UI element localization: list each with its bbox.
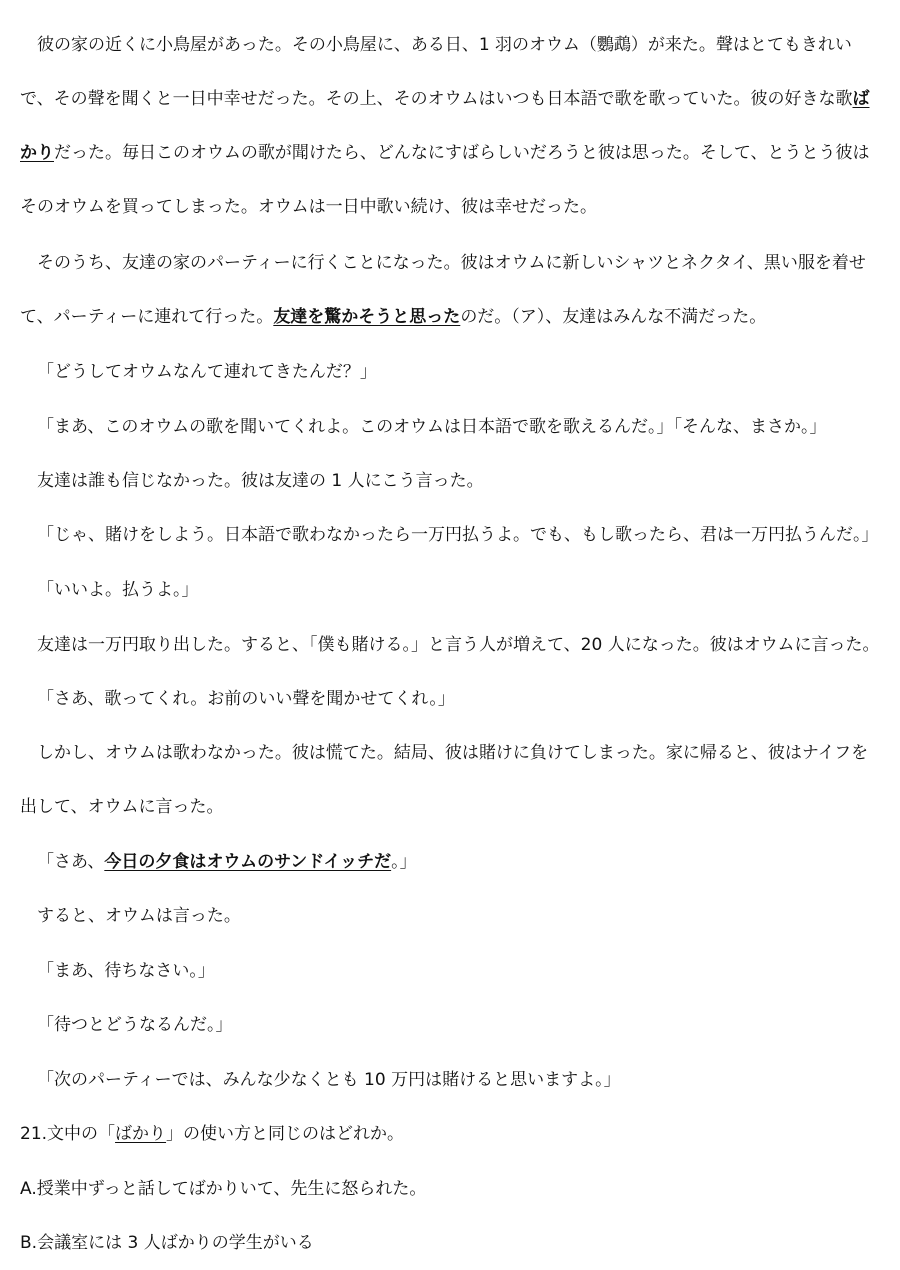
story-paragraph-2 [20, 236, 882, 344]
emphasized-word-bakari: ばかり [20, 89, 870, 163]
text-run: だった。毎日このオウムの歌が聞けたら、どんなにすばらしいだろうと彼は思った。そして、とうとう彼はそのオウムを買ってしまった。オウムは一日中歌い続け、彼は幸せだった。 [20, 143, 870, 217]
dialogue-line-8 [20, 835, 882, 889]
dialogue-line-1: 「どうしてオウムなんて連れてきたんだ？」 [37, 362, 377, 382]
narration-line-3: 友達は誰も信じなかった。彼は友達の 1 人にこう言った。 [37, 471, 484, 491]
dialogue-line-2: 「まあ、このオウムの歌を聞いてくれよ。このオウムは日本語で歌を歌えるんだ。」「そんな、まさか。」 [37, 417, 827, 437]
dialogue-line-4: 「じゃ、賭けをしよう。日本語で歌わなかったら一万円払うよ。でも、もし歌ったら、君は一万円払うんだ。」 [37, 525, 879, 545]
story-paragraph-1 [20, 18, 882, 234]
answer-option-b: B.会議室には 3 人ばかりの学生がいる [20, 1233, 314, 1253]
question-keyword: ばかり [115, 1124, 167, 1144]
answer-option-a: A.授業中ずっと話してばかりいて、先生に怒られた。 [20, 1179, 427, 1199]
emphasized-phrase-surprise: 友達を驚かそうと思った [273, 307, 461, 327]
dialogue-line-11: 「待つとどうなるんだ。」 [37, 1015, 233, 1035]
question-stem [20, 1107, 882, 1161]
dialogue-line-7: 「さあ、歌ってくれ。お前のいい聲を聞かせてくれ。」 [37, 689, 455, 709]
dialogue-line-10: 「まあ、待ちなさい。」 [37, 961, 215, 981]
text-run: のだ。（ア）、友達はみんな不満だった。 [460, 307, 767, 327]
text-run: 」の使い方と同じのはどれか。 [166, 1124, 405, 1144]
text-run: 「さあ、 [37, 852, 105, 872]
narration-line-9: すると、オウムは言った。 [37, 906, 241, 926]
text-run: そのうち、友達の家のパーティーに行くことになった。彼はオウムに新しいシャツとネクタイ、黒い服を着せて、パーティーに連れて行った。 [20, 253, 866, 327]
text-run: 21.文中の「 [20, 1124, 116, 1144]
dialogue-line-5: 「いいよ。払うよ。」 [37, 580, 199, 600]
dialogue-line-12: 「次のパーティーでは、みんな少なくとも 10 万円は賭けると思いますよ。」 [37, 1070, 621, 1090]
story-paragraph-3: しかし、オウムは歌わなかった。彼は慌てた。結局、彼は賭けに負けてしまった。家に帰ると、彼はナイフを出して、オウムに言った。 [20, 743, 869, 817]
narration-line-6: 友達は一万円取り出した。すると、「僕も賭ける。」と言う人が増えて、20 人になった。彼はオウムに言った。 [37, 635, 880, 655]
emphasized-phrase-sandwich: 今日の夕食はオウムのサンドイッチだ [104, 852, 392, 872]
text-run: 彼の家の近くに小鳥屋があった。その小鳥屋に、ある日、1 羽のオウム（鸚鵡）が来た。聲はとてもきれいで、その聲を聞くと一日中幸せだった。その上、そのオウムはいつも日本語で歌を歌っていた。彼の好きな歌 [20, 35, 853, 109]
text-run: 。」 [391, 852, 417, 872]
